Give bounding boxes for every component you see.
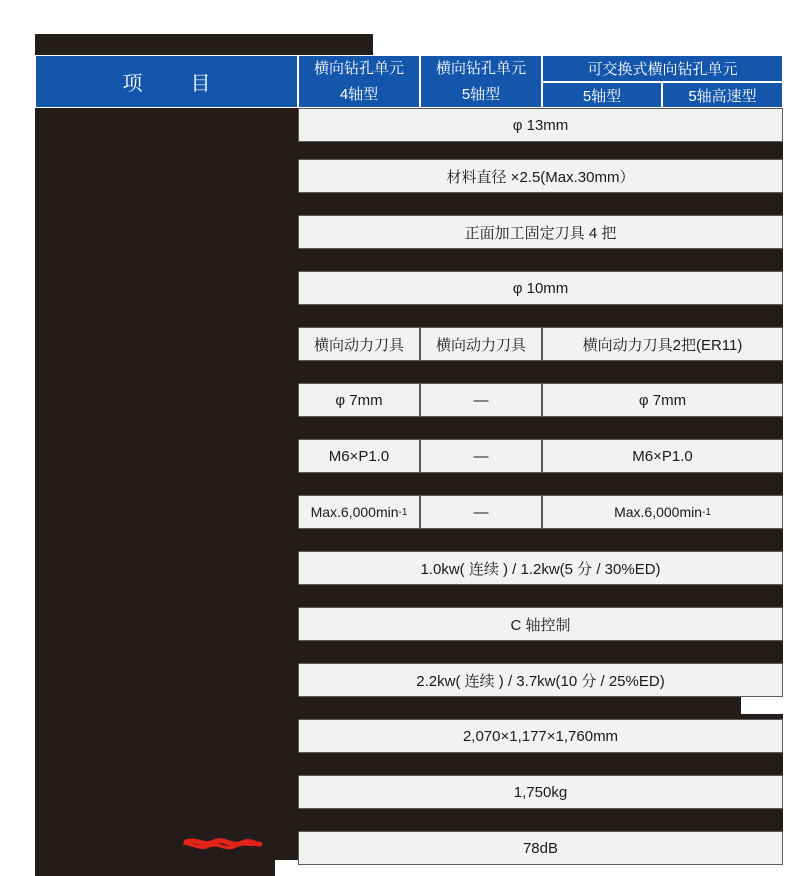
- header-column-2-line2: 5轴型: [461, 86, 501, 103]
- table-row: φ 10mm: [298, 271, 783, 305]
- table-row: 材料直径 ×2.5(Max.30mm）: [298, 159, 783, 193]
- table-row: 1.0kw( 连续 ) / 1.2kw(5 分 / 30%ED): [298, 551, 783, 585]
- dark-background-bottom-left: [35, 860, 275, 876]
- table-cell: 横向动力刀具2把(ER11): [542, 327, 783, 361]
- header-column-1-line1: 横向钻孔单元: [313, 60, 404, 77]
- table-cell: M6×P1.0: [298, 439, 420, 473]
- table-row: 78dB: [298, 831, 783, 865]
- table-cell: —: [420, 439, 542, 473]
- table-cell: —: [420, 495, 542, 529]
- header-group-sub-1: 5轴型: [542, 82, 662, 108]
- table-cell-text: Max.6,000min: [614, 504, 703, 520]
- dark-background-top: [35, 34, 373, 55]
- table-cell-text: Max.6,000min: [310, 504, 399, 520]
- header-column-1: [298, 55, 420, 108]
- header-column-2: [420, 55, 542, 108]
- table-cell: φ 7mm: [298, 383, 420, 417]
- red-scribble-mark: [180, 836, 264, 852]
- table-cell-superscript: -1: [702, 506, 711, 518]
- table-row: 2.2kw( 连续 ) / 3.7kw(10 分 / 25%ED): [298, 663, 783, 697]
- table-cell-superscript: -1: [398, 506, 408, 518]
- header-column-2-line1: 横向钻孔单元: [435, 60, 526, 77]
- header-group-sub-2: 5轴高速型: [662, 82, 783, 108]
- table-row: 1,750kg: [298, 775, 783, 809]
- table-row: C 轴控制: [298, 607, 783, 641]
- table-row: 正面加工固定刀具 4 把: [298, 215, 783, 249]
- table-row: 2,070×1,177×1,760mm: [298, 719, 783, 753]
- header-title-cell: 项 目: [35, 55, 298, 108]
- table-header: [35, 55, 783, 108]
- table-cell: —: [420, 383, 542, 417]
- table-cell: 横向动力刀具: [298, 327, 420, 361]
- table-row: φ 13mm: [298, 108, 783, 142]
- header-column-1-line2: 4轴型: [339, 86, 379, 103]
- table-cell: M6×P1.0: [542, 439, 783, 473]
- table-cell: φ 7mm: [542, 383, 783, 417]
- table-cell: [542, 495, 783, 529]
- table-cell: 横向动力刀具: [420, 327, 542, 361]
- table-cell: [298, 495, 420, 529]
- header-group-title: 可交换式横向钻孔单元: [542, 55, 783, 82]
